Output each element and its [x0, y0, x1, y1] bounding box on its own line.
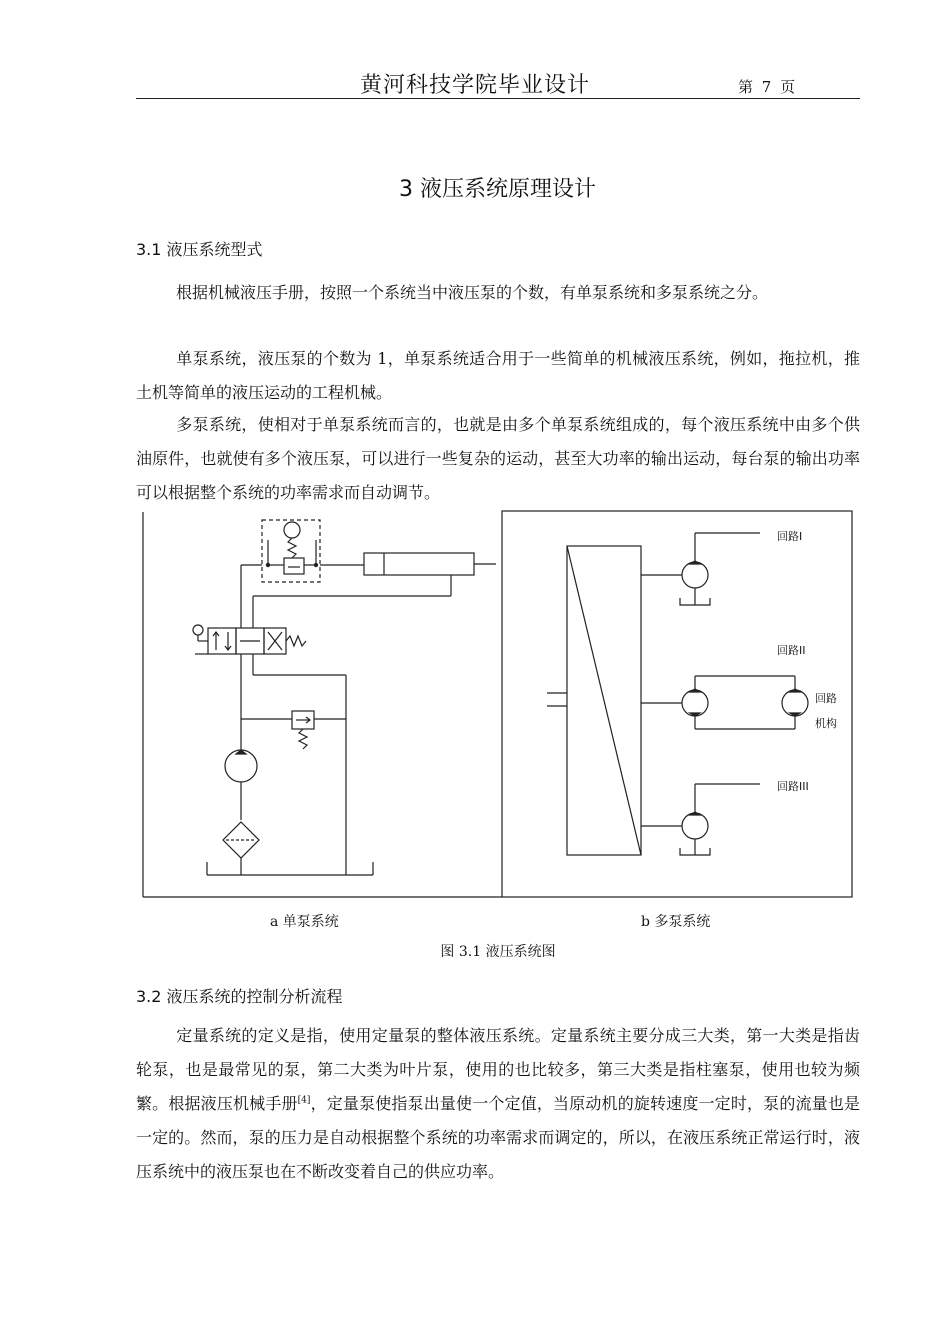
caption-a: a 单泵系统 — [270, 914, 339, 930]
pump-icon — [225, 750, 257, 782]
spring-icon — [288, 538, 296, 558]
loop-2-label: 回路ⅠⅠ — [777, 644, 806, 657]
hydraulic-cylinder — [364, 553, 474, 575]
header-title: 黄河科技学院毕业设计 — [359, 73, 590, 98]
motor-diagonal — [567, 546, 641, 855]
paragraph-text: 单泵系统，液压泵的个数为 1，单泵系统适合用于一些简单的机械液压系统，例如，拖拉机，推土机等简单的液压运动的工程机械。 — [136, 349, 860, 402]
paragraph-text: 定量系统的定义是指，使用定量泵的整体液压系统。定量系统主要分成三大类，第一大类是指齿轮泵，也是最常见的泵，第二大类为叶片泵，使用的也比较多，第三大类是指柱塞泵，使用也较为频繁。根据液压机械手册 — [136, 1026, 860, 1113]
section-heading-3-1: 3.1 液压系统型式 — [136, 240, 263, 259]
paragraph-text: 根据机械液压手册，按照一个系统当中液压泵的个数，有单泵系统和多泵系统之分。 — [176, 283, 769, 302]
single-pump-diagram — [193, 520, 496, 875]
pump-1-icon — [682, 562, 708, 588]
valve-element — [284, 558, 304, 574]
check-ball-icon — [284, 522, 300, 538]
section-heading-3-2: 3.2 液压系统的控制分析流程 — [136, 987, 343, 1006]
motor-2-icon — [782, 690, 808, 716]
loop-3-label: 回路ⅠⅠⅠ — [777, 780, 809, 793]
figure-caption: 图 3.1 液压系统图 — [440, 944, 556, 960]
pump-3-icon — [682, 813, 708, 839]
chapter-title: 3 液压系统原理设计 — [399, 177, 596, 202]
loop-mechanism-label-2: 机构 — [815, 717, 837, 730]
paragraph-text: ，定量泵使指泵出量使一个定值，当原动机的旋转速度一定时，泵的流量也是一定的。然而，泵的压力是自动根据整个系统的功率需求而调定的，所以，在液压系统正常运行时，液压系统中的液压泵也在不断改变着自己的供应功率。 — [136, 1094, 860, 1181]
panel-b-border — [502, 511, 852, 897]
valve-spring-icon — [286, 636, 306, 646]
header-page-number: 第 7 页 — [738, 78, 796, 96]
manual-control-icon — [193, 625, 203, 635]
loop-mechanism-label-1: 回路 — [815, 692, 837, 705]
directional-valve-left — [208, 628, 236, 654]
multi-pump-diagram — [547, 533, 808, 855]
pump-2-icon — [682, 690, 708, 716]
spring-icon — [299, 729, 307, 749]
citation-ref: [4] — [297, 1095, 311, 1106]
paragraph — [136, 1019, 860, 1189]
paragraph-text: 多泵系统，使相对于单泵系统而言的，也就是由多个单泵系统组成的，每个液压系统中由多个供油原件，也就使有多个液压泵，可以进行一些复杂的运动，甚至大功率的输出运动，每台泵的输出功率可以根据整个系统的功率需求而自动调节。 — [136, 415, 860, 502]
loop-1-label: 回路Ⅰ — [777, 530, 803, 543]
caption-b: b 多泵系统 — [641, 914, 711, 930]
